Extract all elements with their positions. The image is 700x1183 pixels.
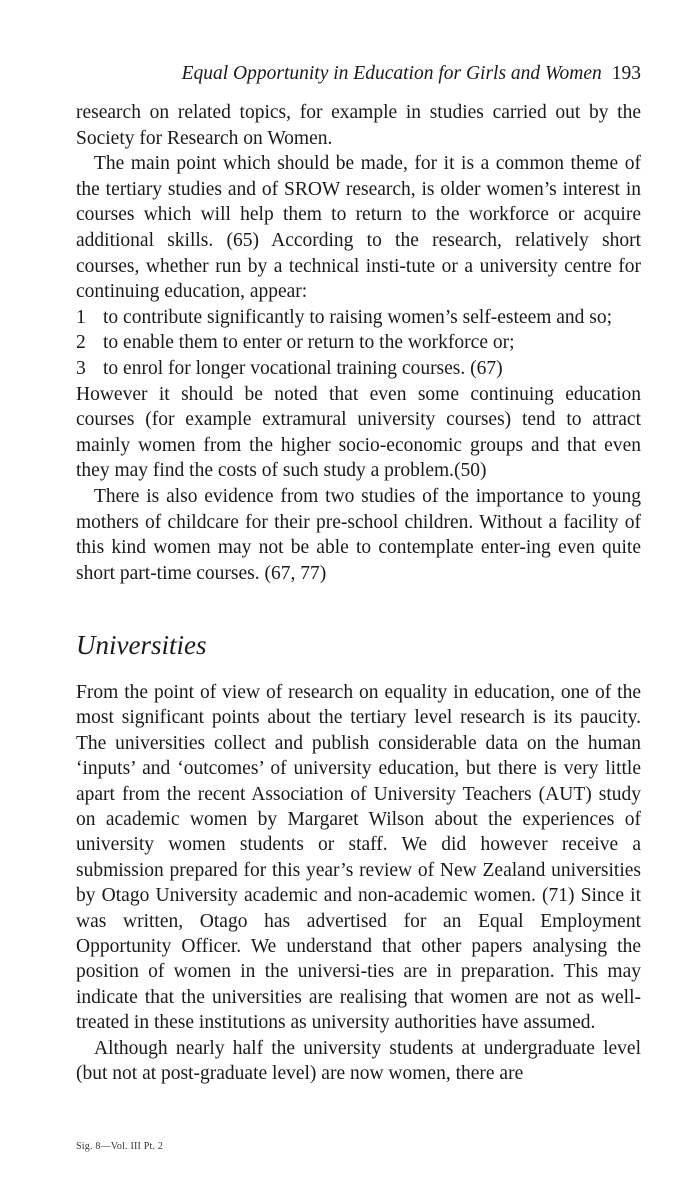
paragraph-undergraduate: Although nearly half the university students at undergraduate level (but not at post-graduate level) are now women, there are bbox=[76, 1037, 641, 1085]
running-head bbox=[76, 60, 641, 88]
list-item-text: to enrol for longer vocational training courses. (67) bbox=[103, 357, 503, 379]
numbered-list bbox=[76, 305, 641, 382]
body-text-top bbox=[76, 100, 641, 586]
paragraph-main-point: The main point which should be made, for it is a common theme of the tertiary studies and of SROW research, is older women’s interest in courses which will help them to return to the workforce or acquire additional skills. (65) According to the research, relatively short courses, whether run by a technical insti-tute or a university centre for continuing education, appear: bbox=[76, 153, 641, 303]
list-item-text: to contribute significantly to raising women’s self-esteem and so; bbox=[103, 306, 613, 328]
section-heading: Universities bbox=[76, 630, 207, 660]
list-item-number: 1 bbox=[76, 306, 86, 328]
paragraph-however: However it should be noted that even some continuing education courses (for example extramural university courses) tend to attract mainly women from the higher socio-economic groups and that even they may find the costs of such study a problem.(50) bbox=[76, 383, 641, 482]
page-number: 193 bbox=[611, 63, 641, 84]
list-item-text: to enable them to enter or return to the workforce or; bbox=[103, 332, 515, 354]
list-item bbox=[76, 356, 641, 382]
paragraph-childcare: There is also evidence from two studies of the importance to young mothers of childcare for their pre-school children. Without a facility of this kind women may not be able to contemplate enter-ing even quite short part-time courses. (67, 77) bbox=[76, 485, 641, 584]
paragraph-research-paucity: From the point of view of research on equality in education, one of the most significant points about the tertiary level research is its paucity. The universities collect and publish considerable data on the human ‘inputs’ and ‘outcomes’ of university education, but there is very little apart from the recent Association of University Teachers (AUT) study on academic women by Margaret Wilson about the experiences of university women students or staff. We did however receive a submission prepared for this year’s review of New Zealand universities by Otago University academic and non-academic women. (71) Since it was written, Otago has advertised for an Equal Employment Opportunity Officer. We understand that other papers analysing the position of women in the universi-ties are in preparation. This may indicate that the universities are realising that women are not as well-treated in these institutions as university authorities have assumed. bbox=[76, 682, 641, 1034]
list-item bbox=[76, 305, 641, 331]
paragraph-continuation: research on related topics, for example in studies carried out by the Society for Research on Women. bbox=[76, 102, 641, 149]
body-text-section bbox=[76, 680, 641, 1087]
list-item bbox=[76, 330, 641, 356]
running-head-title: Equal Opportunity in Education for Girls and Women bbox=[181, 63, 602, 84]
list-item-number: 2 bbox=[76, 332, 86, 354]
signature-footer: Sig. 8—Vol. III Pt. 2 bbox=[76, 1141, 164, 1152]
list-item-number: 3 bbox=[76, 357, 86, 379]
